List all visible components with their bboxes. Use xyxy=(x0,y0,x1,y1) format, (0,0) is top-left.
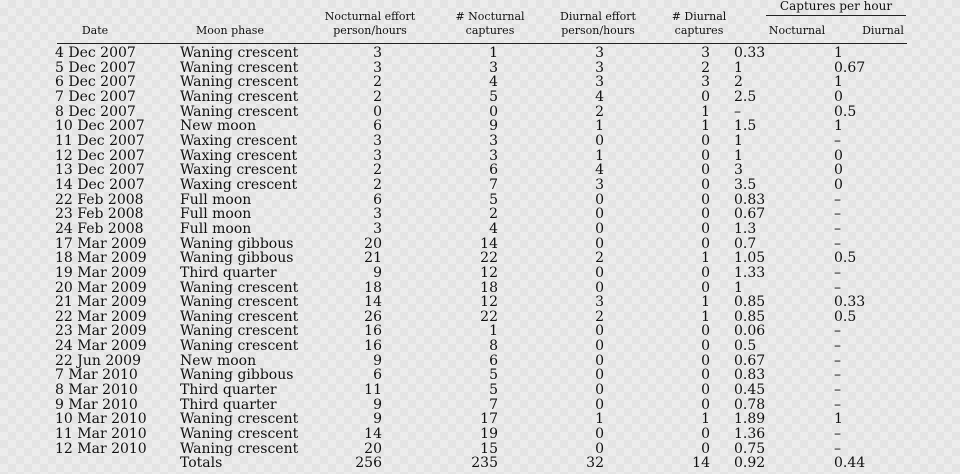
table-body xyxy=(0,46,960,471)
header-diurnal-captures-line2: captures xyxy=(674,24,724,37)
header-moon-phase: Moon phase xyxy=(196,24,264,37)
cell-cph-diurnal: – xyxy=(834,440,841,457)
cell-nocturnal-effort: 9 xyxy=(373,352,382,369)
cell-nocturnal-effort: 2 xyxy=(373,74,382,91)
cell-cph-diurnal: 0 xyxy=(834,176,843,193)
cell-diurnal-captures: 2 xyxy=(701,59,710,76)
cell-date: 17 Mar 2009 xyxy=(55,235,147,252)
cell-nocturnal-captures: 22 xyxy=(480,250,498,267)
cell-cph-diurnal: – xyxy=(834,235,841,252)
cell-diurnal-effort: 3 xyxy=(595,59,604,76)
cell-moon-phase: Waning crescent xyxy=(180,45,299,61)
cell-diurnal-effort: 0 xyxy=(595,338,604,355)
cell-cph-diurnal: 1 xyxy=(834,118,843,135)
cell-nocturnal-captures: 1 xyxy=(489,45,498,61)
cell-cph-diurnal: 0 xyxy=(834,88,843,105)
table-row xyxy=(0,105,960,120)
cell-diurnal-effort: 0 xyxy=(595,352,604,369)
cell-nocturnal-captures: 235 xyxy=(471,455,498,472)
cell-cph-diurnal: – xyxy=(834,132,841,149)
cell-date: 7 Dec 2007 xyxy=(55,88,136,105)
cell-cph-nocturnal: 2 xyxy=(734,74,743,91)
cell-cph-nocturnal: 0.85 xyxy=(734,308,766,325)
header-diurnal-captures xyxy=(658,10,740,38)
header-date: Date xyxy=(81,24,109,37)
cell-diurnal-captures: 0 xyxy=(701,323,710,340)
cell-nocturnal-captures: 15 xyxy=(480,440,498,457)
cell-moon-phase: Third quarter xyxy=(180,264,277,281)
cell-nocturnal-captures: 7 xyxy=(489,176,498,193)
cell-nocturnal-captures: 12 xyxy=(480,294,498,311)
cell-cph-nocturnal: 1.36 xyxy=(734,426,766,443)
cell-cph-diurnal: 1 xyxy=(834,45,843,61)
table-row xyxy=(0,295,960,310)
cell-diurnal-captures: 0 xyxy=(701,338,710,355)
cell-date: 10 Mar 2010 xyxy=(55,411,147,428)
header-nocturnal-captures xyxy=(440,10,540,38)
table-row xyxy=(0,324,960,339)
cell-moon-phase: Waning crescent xyxy=(180,103,299,120)
cell-date: 10 Dec 2007 xyxy=(55,118,145,135)
cell-diurnal-captures: 3 xyxy=(701,45,710,61)
cell-diurnal-captures: 0 xyxy=(701,220,710,237)
cell-diurnal-captures: 0 xyxy=(701,382,710,399)
table-row xyxy=(0,149,960,164)
cell-diurnal-captures: 1 xyxy=(701,308,710,325)
cell-date: 23 Feb 2008 xyxy=(55,206,144,223)
cell-diurnal-captures: 1 xyxy=(701,250,710,267)
cell-moon-phase: New moon xyxy=(180,118,257,135)
cell-cph-nocturnal: 3.5 xyxy=(734,176,757,193)
cell-cph-diurnal: 0.5 xyxy=(834,250,857,267)
cell-nocturnal-effort: 256 xyxy=(355,455,382,472)
cell-nocturnal-effort: 2 xyxy=(373,88,382,105)
cell-nocturnal-effort: 3 xyxy=(373,59,382,76)
cell-diurnal-effort: 0 xyxy=(595,235,604,252)
cell-cph-nocturnal: 1.33 xyxy=(734,264,766,281)
cell-cph-diurnal: 1 xyxy=(834,411,843,428)
table-row xyxy=(0,251,960,266)
table-row xyxy=(0,90,960,105)
cell-diurnal-effort: 0 xyxy=(595,264,604,281)
cell-moon-phase: New moon xyxy=(180,352,257,369)
cell-nocturnal-captures: 6 xyxy=(489,352,498,369)
cell-nocturnal-effort: 3 xyxy=(373,206,382,223)
cell-date: 23 Mar 2009 xyxy=(55,323,147,340)
cell-cph-diurnal: 0.5 xyxy=(834,308,857,325)
cell-diurnal-effort: 0 xyxy=(595,323,604,340)
cell-diurnal-captures: 0 xyxy=(701,176,710,193)
cell-diurnal-effort: 2 xyxy=(595,308,604,325)
cell-diurnal-effort: 3 xyxy=(595,45,604,61)
cell-moon-phase: Waning crescent xyxy=(180,279,299,296)
table-row xyxy=(0,412,960,427)
cell-cph-diurnal: – xyxy=(834,323,841,340)
cell-date: 8 Dec 2007 xyxy=(55,103,136,120)
cell-cph-diurnal: 1 xyxy=(834,74,843,91)
cell-date: 9 Mar 2010 xyxy=(55,396,138,413)
table-row xyxy=(0,237,960,252)
cell-date: 5 Dec 2007 xyxy=(55,59,136,76)
cell-date: 13 Dec 2007 xyxy=(55,162,145,179)
header-rule xyxy=(57,43,907,44)
cell-moon-phase: Waning crescent xyxy=(180,411,299,428)
cell-nocturnal-effort: 6 xyxy=(373,191,382,208)
cell-cph-diurnal: 0.5 xyxy=(834,103,857,120)
cell-diurnal-effort: 0 xyxy=(595,279,604,296)
cell-diurnal-captures: 0 xyxy=(701,191,710,208)
cell-diurnal-effort: 0 xyxy=(595,367,604,384)
cell-diurnal-captures: 0 xyxy=(701,206,710,223)
cell-date: 22 Mar 2009 xyxy=(55,308,147,325)
table-row xyxy=(0,178,960,193)
cell-moon-phase: Full moon xyxy=(180,220,252,237)
cell-diurnal-captures: 0 xyxy=(701,88,710,105)
cell-date xyxy=(0,456,180,471)
cell-date: 11 Mar 2010 xyxy=(55,426,147,443)
cell-nocturnal-captures: 22 xyxy=(480,308,498,325)
cell-nocturnal-captures: 5 xyxy=(489,191,498,208)
table-row xyxy=(0,193,960,208)
header-cph-nocturnal: Nocturnal xyxy=(768,24,826,37)
cell-nocturnal-effort: 16 xyxy=(364,323,382,340)
table-row xyxy=(0,61,960,76)
cell-cph-diurnal: 0.44 xyxy=(834,455,866,472)
cell-nocturnal-captures: 18 xyxy=(480,279,498,296)
cell-cph-nocturnal: 1 xyxy=(734,147,743,164)
cell-nocturnal-effort: 9 xyxy=(373,411,382,428)
cell-nocturnal-captures: 1 xyxy=(489,323,498,340)
cell-moon-phase: Full moon xyxy=(180,191,252,208)
cell-diurnal-captures: 0 xyxy=(701,235,710,252)
cell-moon-phase: Waning crescent xyxy=(180,426,299,443)
cell-diurnal-effort: 4 xyxy=(595,162,604,179)
data-table xyxy=(0,46,960,471)
cell-cph-diurnal: 0.67 xyxy=(834,59,866,76)
header-nocturnal-effort xyxy=(320,10,420,38)
cell-moon-phase: Waxing crescent xyxy=(180,176,298,193)
cell-nocturnal-effort: 2 xyxy=(373,176,382,193)
cell-nocturnal-effort: 20 xyxy=(364,235,382,252)
cell-cph-diurnal: 0.33 xyxy=(834,294,866,311)
table-row xyxy=(0,427,960,442)
cell-date: 22 Feb 2008 xyxy=(55,191,144,208)
cell-cph-nocturnal: 0.33 xyxy=(734,45,766,61)
cell-date: 22 Jun 2009 xyxy=(55,352,141,369)
cell-diurnal-captures: 1 xyxy=(701,294,710,311)
cell-date: 6 Dec 2007 xyxy=(55,74,136,91)
cell-nocturnal-captures: 2 xyxy=(489,206,498,223)
cell-diurnal-effort: 3 xyxy=(595,74,604,91)
cell-cph-nocturnal: 0.67 xyxy=(734,206,766,223)
cell-cph-nocturnal: 1 xyxy=(734,279,743,296)
cell-nocturnal-captures: 12 xyxy=(480,264,498,281)
cell-nocturnal-captures: 8 xyxy=(489,338,498,355)
cell-nocturnal-captures: 3 xyxy=(489,132,498,149)
cell-cph-nocturnal: 1.05 xyxy=(734,250,766,267)
table-row xyxy=(0,281,960,296)
cell-cph-nocturnal: 0.06 xyxy=(734,323,766,340)
cell-diurnal-effort: 2 xyxy=(595,250,604,267)
cell-moon-phase: Waxing crescent xyxy=(180,162,298,179)
cell-nocturnal-captures: 14 xyxy=(480,235,498,252)
cell-moon-phase: Third quarter xyxy=(180,396,277,413)
cell-cph-nocturnal: 0.75 xyxy=(734,440,766,457)
cell-moon-phase: Waning crescent xyxy=(180,440,299,457)
cell-diurnal-effort: 1 xyxy=(595,147,604,164)
cell-moon-phase: Waxing crescent xyxy=(180,132,298,149)
header-diurnal-captures-line1: # Diurnal xyxy=(671,10,727,23)
cell-moon-phase: Waning gibbous xyxy=(180,367,294,384)
cell-cph-diurnal: – xyxy=(834,382,841,399)
cell-cph-diurnal: – xyxy=(834,220,841,237)
cell-moon-phase: Waning crescent xyxy=(180,88,299,105)
cell-date: 7 Mar 2010 xyxy=(55,367,138,384)
cell-nocturnal-effort: 3 xyxy=(373,132,382,149)
cell-nocturnal-effort: 6 xyxy=(373,118,382,135)
cell-cph-nocturnal: 0.92 xyxy=(734,455,766,472)
cell-nocturnal-captures: 4 xyxy=(489,74,498,91)
cell-nocturnal-captures: 0 xyxy=(489,103,498,120)
cell-moon-phase: Waning crescent xyxy=(180,323,299,340)
cell-nocturnal-effort: 20 xyxy=(364,440,382,457)
cell-diurnal-effort: 1 xyxy=(595,411,604,428)
header-diurnal-effort xyxy=(548,10,648,38)
cell-date: 19 Mar 2009 xyxy=(55,264,147,281)
cell-nocturnal-effort: 0 xyxy=(373,103,382,120)
cell-cph-nocturnal: 0.67 xyxy=(734,352,766,369)
cell-moon-phase: Waning crescent xyxy=(180,338,299,355)
table-row xyxy=(0,119,960,134)
cell-diurnal-captures: 0 xyxy=(701,147,710,164)
cell-nocturnal-effort: 2 xyxy=(373,162,382,179)
cell-moon-phase: Waning gibbous xyxy=(180,235,294,252)
cell-cph-diurnal: – xyxy=(834,426,841,443)
cell-diurnal-effort: 0 xyxy=(595,220,604,237)
cell-nocturnal-captures: 7 xyxy=(489,396,498,413)
table-row xyxy=(0,266,960,281)
table-row xyxy=(0,339,960,354)
cell-diurnal-captures: 0 xyxy=(701,352,710,369)
cell-cph-nocturnal: – xyxy=(734,103,741,120)
cell-diurnal-captures: 1 xyxy=(701,411,710,428)
table-row xyxy=(0,163,960,178)
cell-cph-diurnal: – xyxy=(834,279,841,296)
cell-cph-diurnal: – xyxy=(834,264,841,281)
cell-date: 8 Mar 2010 xyxy=(55,382,138,399)
cell-date: 14 Dec 2007 xyxy=(55,176,145,193)
cell-nocturnal-captures: 3 xyxy=(489,147,498,164)
header-diurnal-effort-line2: person/hours xyxy=(561,24,635,37)
cell-moon-phase: Waning gibbous xyxy=(180,250,294,267)
cell-cph-diurnal: – xyxy=(834,352,841,369)
cell-nocturnal-captures: 6 xyxy=(489,162,498,179)
cell-nocturnal-captures: 17 xyxy=(480,411,498,428)
cell-moon-phase: Third quarter xyxy=(180,382,277,399)
cell-date: 12 Mar 2010 xyxy=(55,440,147,457)
cell-cph-diurnal: 0 xyxy=(834,162,843,179)
cell-diurnal-captures: 1 xyxy=(701,103,710,120)
cell-nocturnal-effort: 14 xyxy=(364,426,382,443)
cell-diurnal-captures: 14 xyxy=(692,455,710,472)
cell-cph-diurnal: – xyxy=(834,367,841,384)
cell-diurnal-captures: 3 xyxy=(701,74,710,91)
cell-diurnal-captures: 0 xyxy=(701,162,710,179)
cell-cph-diurnal: – xyxy=(834,396,841,413)
cell-moon-phase: Waning crescent xyxy=(180,308,299,325)
cell-nocturnal-captures: 5 xyxy=(489,88,498,105)
table-row xyxy=(0,383,960,398)
cell-nocturnal-effort: 3 xyxy=(373,45,382,61)
cell-nocturnal-effort: 26 xyxy=(364,308,382,325)
cell-nocturnal-effort: 9 xyxy=(373,396,382,413)
cell-diurnal-effort: 0 xyxy=(595,426,604,443)
table-row xyxy=(0,46,960,61)
cell-date: 24 Feb 2008 xyxy=(55,220,144,237)
cell-nocturnal-effort: 9 xyxy=(373,264,382,281)
cell-nocturnal-captures: 4 xyxy=(489,220,498,237)
cell-moon-phase: Waning crescent xyxy=(180,59,299,76)
cell-diurnal-effort: 3 xyxy=(595,294,604,311)
cell-diurnal-effort: 0 xyxy=(595,191,604,208)
cell-date: 18 Mar 2009 xyxy=(55,250,147,267)
cell-diurnal-effort: 2 xyxy=(595,103,604,120)
cell-nocturnal-captures: 5 xyxy=(489,382,498,399)
cell-nocturnal-captures: 19 xyxy=(480,426,498,443)
cell-cph-nocturnal: 1 xyxy=(734,132,743,149)
cell-cph-nocturnal: 0.85 xyxy=(734,294,766,311)
cell-diurnal-effort: 4 xyxy=(595,88,604,105)
cell-nocturnal-captures: 9 xyxy=(489,118,498,135)
cell-cph-diurnal: – xyxy=(834,338,841,355)
cell-date: 4 Dec 2007 xyxy=(55,45,136,61)
cell-date: 21 Mar 2009 xyxy=(55,294,147,311)
cell-diurnal-effort: 0 xyxy=(595,396,604,413)
header-diurnal-effort-line1: Diurnal effort xyxy=(560,10,636,23)
cell-cph-diurnal: 0 xyxy=(834,147,843,164)
cell-diurnal-effort: 0 xyxy=(595,382,604,399)
table-row xyxy=(0,398,960,413)
cell-diurnal-effort: 0 xyxy=(595,206,604,223)
header-nocturnal-effort-line2: person/hours xyxy=(333,24,407,37)
cell-cph-nocturnal: 0.45 xyxy=(734,382,766,399)
cell-diurnal-captures: 0 xyxy=(701,396,710,413)
table-row xyxy=(0,75,960,90)
cell-cph-nocturnal: 1.5 xyxy=(734,118,757,135)
cell-cph-nocturnal: 0.5 xyxy=(734,338,757,355)
cell-nocturnal-effort: 21 xyxy=(364,250,382,267)
captures-per-hour-rule xyxy=(766,15,906,16)
table-row xyxy=(0,222,960,237)
table-row xyxy=(0,368,960,383)
cell-diurnal-effort: 1 xyxy=(595,118,604,135)
cell-cph-nocturnal: 0.7 xyxy=(734,235,757,252)
cell-nocturnal-effort: 11 xyxy=(364,382,382,399)
header-cph-diurnal: Diurnal xyxy=(862,24,904,37)
cell-cph-nocturnal: 0.83 xyxy=(734,367,766,384)
cell-nocturnal-effort: 16 xyxy=(364,338,382,355)
cell-cph-diurnal: – xyxy=(834,206,841,223)
cell-nocturnal-effort: 3 xyxy=(373,220,382,237)
cell-cph-nocturnal: 0.83 xyxy=(734,191,766,208)
cell-nocturnal-effort: 14 xyxy=(364,294,382,311)
cell-cph-nocturnal: 3 xyxy=(734,162,743,179)
cell-diurnal-captures: 0 xyxy=(701,426,710,443)
table-row xyxy=(0,354,960,369)
cell-diurnal-effort: 32 xyxy=(586,455,604,472)
cell-cph-nocturnal: 1 xyxy=(734,59,743,76)
cell-date: 24 Mar 2009 xyxy=(55,338,147,355)
table-row xyxy=(0,310,960,325)
cell-diurnal-captures: 0 xyxy=(701,264,710,281)
totals-row xyxy=(0,456,960,471)
cell-date: 20 Mar 2009 xyxy=(55,279,147,296)
captures-per-hour-header: Captures per hour xyxy=(779,0,893,13)
cell-diurnal-captures: 0 xyxy=(701,367,710,384)
cell-moon-phase: Waning crescent xyxy=(180,74,299,91)
cell-diurnal-captures: 0 xyxy=(701,440,710,457)
cell-diurnal-effort: 0 xyxy=(595,440,604,457)
cell-diurnal-effort: 3 xyxy=(595,176,604,193)
cell-nocturnal-effort: 18 xyxy=(364,279,382,296)
cell-cph-nocturnal: 1.89 xyxy=(734,411,766,428)
cell-diurnal-captures: 1 xyxy=(701,118,710,135)
cell-diurnal-captures: 0 xyxy=(701,279,710,296)
cell-cph-nocturnal: 0.78 xyxy=(734,396,766,413)
cell-nocturnal-captures: 5 xyxy=(489,367,498,384)
cell-date: 12 Dec 2007 xyxy=(55,147,145,164)
cell-diurnal-captures: 0 xyxy=(701,132,710,149)
cell-moon-phase: Full moon xyxy=(180,206,252,223)
cell-moon-phase: Waxing crescent xyxy=(180,147,298,164)
cell-diurnal-effort: 0 xyxy=(595,132,604,149)
table-row xyxy=(0,207,960,222)
cell-moon-phase: Waning crescent xyxy=(180,294,299,311)
cell-cph-nocturnal: 2.5 xyxy=(734,88,757,105)
header-nocturnal-captures-line1: # Nocturnal xyxy=(455,10,525,23)
cell-moon-phase: Totals xyxy=(180,455,223,472)
cell-nocturnal-captures: 3 xyxy=(489,59,498,76)
table-row xyxy=(0,134,960,149)
cell-cph-diurnal: – xyxy=(834,191,841,208)
cell-nocturnal-effort: 6 xyxy=(373,367,382,384)
cell-cph-nocturnal: 1.3 xyxy=(734,220,757,237)
cell-nocturnal-effort: 3 xyxy=(373,147,382,164)
cell-date: 11 Dec 2007 xyxy=(55,132,145,149)
table-row xyxy=(0,442,960,457)
header-nocturnal-effort-line1: Nocturnal effort xyxy=(324,10,416,23)
header-nocturnal-captures-line2: captures xyxy=(465,24,515,37)
